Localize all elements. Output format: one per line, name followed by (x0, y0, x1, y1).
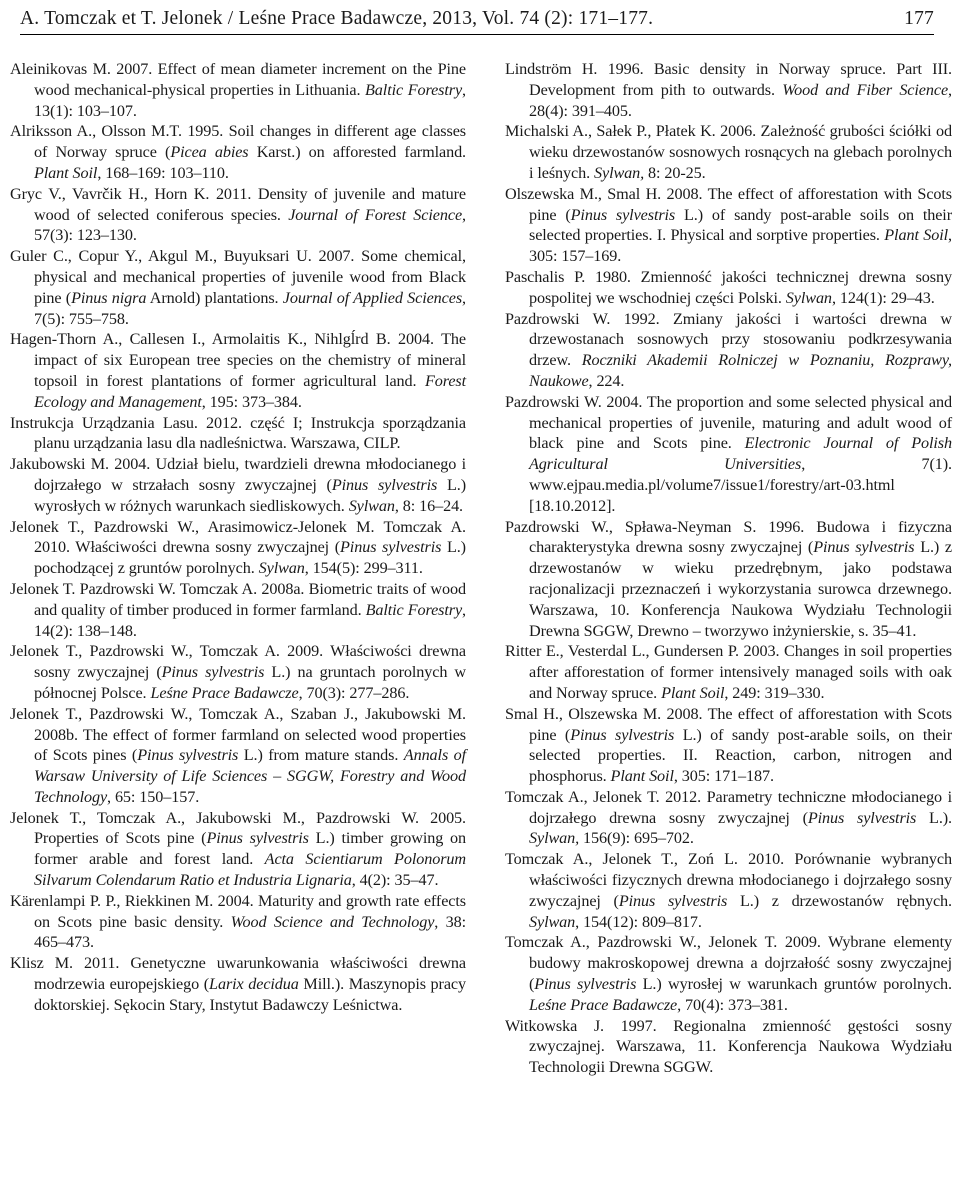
reference-entry (10, 517, 466, 579)
reference-text: , 13(1): 103–107. (34, 80, 466, 120)
reference-text: L.) z drzewostanów w wieku przedrębnym, jako podstawa racjonalizacji przeznaczeń i wykorzystania surowca drzewnego. Warszawa, 10. Konferencja Naukowa Wydziału Technologii Drewna SGGW, Drewno – tworzywo inżynierskie, s. 35–41. (529, 538, 952, 640)
reference-entry (10, 184, 466, 246)
reference-italic-text: Baltic Forestry (365, 600, 463, 619)
reference-text: , 65: 150–157. (107, 787, 200, 806)
reference-text: Karst.) on afforested farmland. (248, 143, 467, 162)
reference-text: Hagen-Thorn A., Callesen I., Armolaitis K., Nihlgĺrd B. 2004. The impact of six European tree species on the chemistry of mineral topsoil in forest plantations of former agricultural land. (10, 330, 466, 390)
reference-italic-text: Annals of Warsaw University of Life Sciences – SGGW, Forestry and Wood Technology (34, 746, 466, 806)
reference-entry (10, 329, 466, 412)
reference-text: , 305: 157–169. (529, 226, 952, 266)
reference-italic-text: Electronic Journal of Polish Agricultural Universities (529, 434, 953, 474)
reference-text: L.) timber growing on former arable and forest land. (34, 829, 466, 869)
reference-italic-text: Plant Soil (661, 683, 725, 702)
reference-italic-text: Plant Soil (884, 226, 949, 245)
reference-entry (10, 121, 466, 183)
reference-italic-text: Leśne Prace Badawcze (150, 683, 299, 702)
running-header (20, 4, 934, 35)
reference-text: Smal H., Olszewska M. 2008. The effect of afforestation with Scots pine ( (505, 704, 952, 744)
reference-text: Jelonek T. Pazdrowski W. Tomczak A. 2008a. Biometric traits of wood and quality of timber produced in former farmland. (10, 579, 466, 619)
reference-text: , 7(5): 755–758. (34, 288, 466, 328)
reference-text: 156(9): 695–702. (579, 829, 694, 848)
reference-italic-text: Acta Scientiarum Polonorum Silvarum Colendarum Ratio et Industria Lignaria (34, 850, 467, 890)
reference-text: , 305: 171–187. (673, 767, 774, 786)
reference-text: , 28(4): 391–405. (529, 80, 952, 120)
reference-text: , 195: 373–384. (201, 392, 302, 411)
reference-italic-text: Pinus sylvestris (331, 475, 438, 494)
reference-entry (505, 267, 952, 309)
page-number: 177 (904, 8, 934, 29)
reference-italic-text: Plant Soil (34, 163, 98, 182)
reference-text: Lindström H. 1996. Basic density in Norway spruce. Part III. Development from pith to outwards. (505, 60, 952, 99)
reference-text: , 7(1). www.ejpau.media.pl/volume7/issue1/forestry/art-03.html [18.10.2012]. (529, 455, 952, 515)
reference-entry (505, 392, 952, 517)
references-right-column (505, 59, 952, 1078)
reference-text: L.) of sandy post-arable soils on their selected properties. I. Physical and sorptive properties. (529, 205, 952, 245)
reference-italic-text: Sylwan, (594, 163, 645, 182)
reference-italic-text: Baltic Forestry (365, 80, 463, 99)
reference-text: L.) z drzewostanów rębnych. (727, 891, 952, 910)
reference-italic-text: Pinus sylvestris (570, 725, 675, 744)
reference-text: L.) of sandy post-arable soils, on their selected properties. II. Reaction, carbon, nitrogen and phosphorus. (529, 725, 952, 786)
reference-text: Jakubowski M. 2004. Udział bielu, twardzieli drewna młodocianego i dojrzałego w strzałach sosny zwyczajnej ( (10, 455, 466, 494)
reference-text: L.) pochodzącej z gruntów porolnych. (34, 538, 466, 578)
reference-text: Witkowska J. 1997. Regionalna zmienność gęstości sosny zwyczajnej. Warszawa, 11. Konferencja Naukowa Wydziału Technologii Drewna SGGW. (505, 1016, 952, 1077)
reference-text: Jelonek T., Pazdrowski W., Arasimowicz-Jelonek M. Tomczak A. 2010. Właściwości drewna sosny zwyczajnej ( (10, 517, 466, 557)
reference-entry (10, 59, 466, 121)
reference-entry (505, 641, 952, 703)
reference-entry (505, 59, 952, 121)
reference-text: , 154(12): 809–817. (575, 912, 702, 931)
reference-italic-text: Sylwan (258, 559, 305, 578)
reference-text: Jelonek T., Pazdrowski W., Tomczak A. 2009. Właściwości drewna sosny zwyczajnej ( (10, 642, 466, 682)
reference-text: L.). (916, 808, 952, 827)
reference-entry (10, 953, 466, 1015)
reference-text: , 70(3): 277–286. (298, 683, 410, 702)
reference-italic-text: Journal of Forest Science (288, 205, 463, 224)
reference-text: Pazdrowski W. 2004. The proportion and some selected physical and mechanical properties of juvenile, maturing and adult wood of black pine and Scots pine. (505, 392, 952, 453)
reference-entry (505, 932, 952, 1015)
reference-text: L.) wyrosłej w warunkach gruntów porolnych. (636, 975, 952, 994)
reference-text: Pazdrowski W. 1992. Zmiany jakości i wartości drewna w drzewostanach sosnowych przy stosowaniu podkrzesywania drzew. (505, 309, 952, 370)
reference-text: Michalski A., Sałek P., Płatek K. 2006. Zależność grubości ściółki od wieku drzewostanów sosnowych rosnących na glebach porolnych i leśnych. (505, 122, 952, 182)
reference-text: Kärenlampi P. P., Riekkinen M. 2004. Maturity and growth rate effects on Scots pine basic density. (10, 891, 466, 931)
reference-italic-text: Pinus sylvestris (206, 829, 309, 848)
reference-text: L.) from mature stands. (238, 746, 404, 765)
reference-text: , 4(2): 35–47. (351, 871, 439, 890)
reference-entry (10, 808, 466, 891)
reference-text: Pazdrowski W., Spława-Neyman S. 1996. Budowa i fizyczna charakterystyka drewna sosny zwyczajnej ( (505, 517, 952, 557)
reference-text: L.) na gruntach porolnych w północnej Polsce. (34, 663, 466, 702)
reference-italic-text: Larix decidua (209, 975, 299, 994)
reference-text: Arnold) plantations. (146, 288, 283, 307)
reference-text: , 70(4): 373–381. (677, 995, 788, 1014)
reference-italic-text: Picea abies (170, 143, 249, 162)
reference-text: Tomczak A., Pazdrowski W., Jelonek T. 2009. Wybrane elementy budowy makroskopowej drewna a dojrzałość sosny zwyczajnej ( (505, 933, 952, 994)
reference-italic-text: Sylwan (529, 912, 576, 931)
reference-text: Tomczak A., Jelonek T., Zoń L. 2010. Porównanie wybranych właściwości fizycznych drewna młodocianego i dojrzałego sosny zwyczajnej ( (505, 850, 952, 910)
reference-italic-text: Pinus sylvestris (161, 663, 265, 682)
reference-italic-text: Pinus sylvestris (618, 891, 728, 910)
reference-italic-text: Pinus sylvestris (137, 746, 239, 765)
reference-entry (505, 184, 952, 267)
reference-italic-text: Pinus sylvestris (340, 538, 442, 557)
reference-italic-text: Wood Science and Technology (230, 912, 435, 931)
reference-italic-text: Plant Soil (610, 767, 674, 786)
reference-entry (10, 704, 466, 808)
reference-text: Tomczak A., Jelonek T. 2012. Parametry techniczne młodocianego i dojrzałego drewna sosny zwyczajnej ( (505, 787, 952, 827)
reference-italic-text: Pinus nigra (71, 288, 147, 307)
reference-italic-text: Sylwan, (529, 829, 580, 848)
reference-text: Paschalis P. 1980. Zmienność jakości technicznej drewna sosny pospolitej we wschodniej części Polski. (505, 267, 952, 307)
reference-text: , 14(2): 138–148. (34, 600, 466, 640)
reference-entry (505, 704, 952, 787)
reference-italic-text: Roczniki Akademii Rolniczej w Poznaniu, Rozprawy, Naukowe (529, 351, 952, 390)
reference-italic-text: Leśne Prace Badawcze (529, 995, 678, 1014)
reference-text: , 154(5): 299–311. (304, 559, 423, 578)
reference-text: Instrukcja Urządzania Lasu. 2012. część I; Instrukcja sporządzania planu urządzania lasu dla nadleśnictwa. Warszawa, CILP. (10, 413, 466, 453)
reference-entry (505, 517, 952, 642)
reference-text: Mill.). Maszynopis pracy doktorskiej. Sękocin Stary, Instytut Badawczy Leśnictwa. (34, 975, 466, 1014)
reference-italic-text: Sylwan (785, 288, 832, 307)
reference-text: Jelonek T., Pazdrowski W., Tomczak A., Szaban J., Jakubowski M. 2008b. The effect of former farmland on selected wood properties of Scots pines ( (10, 704, 466, 765)
reference-entry (505, 787, 952, 849)
reference-text: , 124(1): 29–43. (831, 288, 935, 307)
reference-text: , 57(3): 123–130. (34, 205, 466, 245)
reference-text: , 38: 465–473. (34, 912, 466, 952)
reference-text: Aleinikovas M. 2007. Effect of mean diameter increment on the Pine wood mechanical-physical properties in Lithuania. (10, 60, 466, 99)
reference-text: Ritter E., Vesterdal L., Gundersen P. 2003. Changes in soil properties after afforestation of former intensively managed soils with oak and Norway spruce. (505, 642, 952, 702)
reference-text: 8: 20-25. (644, 163, 706, 182)
references-left-column (10, 59, 466, 1016)
reference-entry (505, 309, 952, 392)
reference-entry (505, 849, 952, 932)
reference-entry (505, 121, 952, 183)
reference-italic-text: Forest Ecology and Management (34, 371, 466, 411)
reference-text: Guler C., Copur Y., Akgul M., Buyuksari U. 2007. Some chemical, physical and mechanical properties of juvenile wood from Black pine ( (10, 247, 466, 307)
reference-text: Gryc V., Vavrčik H., Horn K. 2011. Density of juvenile and mature wood of selected coniferous species. (10, 184, 466, 224)
reference-text: L.) wyrosłych w różnych warunkach siedliskowych. (34, 475, 466, 515)
reference-entry (10, 454, 466, 516)
reference-text: Klisz M. 2011. Genetyczne uwarunkowania właściwości drewna modrzewia europejskiego ( (10, 954, 466, 994)
reference-text: , 224. (588, 371, 625, 390)
reference-italic-text: Wood and Fiber Science (782, 80, 949, 99)
reference-text: Jelonek T., Tomczak A., Jakubowski M., Pazdrowski W. 2005. Properties of Scots pine ( (10, 808, 466, 848)
reference-italic-text: Pinus sylvestris (807, 808, 917, 827)
reference-text: , 8: 16–24. (394, 496, 464, 515)
reference-entry (10, 891, 466, 953)
reference-entry (505, 1016, 952, 1078)
reference-entry (10, 579, 466, 641)
reference-italic-text: Pinus sylvestris (813, 538, 915, 557)
reference-entry (10, 641, 466, 703)
reference-text: Alriksson A., Olsson M.T. 1995. Soil changes in different age classes of Norway spruce ( (10, 122, 466, 162)
reference-italic-text: Sylwan (348, 496, 395, 515)
reference-italic-text: Pinus sylvestris (534, 975, 637, 994)
reference-italic-text: Journal of Applied Sciences (282, 288, 463, 307)
reference-italic-text: Pinus sylvestris (570, 205, 676, 224)
reference-entry (10, 246, 466, 329)
running-title: A. Tomczak et T. Jelonek / Leśne Prace Badawcze, 2013, Vol. 74 (2): 171–177. (20, 8, 654, 29)
reference-entry (10, 413, 466, 455)
reference-text: , 168–169: 103–110. (97, 163, 229, 182)
reference-text: , 249: 319–330. (724, 683, 825, 702)
reference-text: Olszewska M., Smal H. 2008. The effect of afforestation with Scots pine ( (505, 184, 952, 224)
